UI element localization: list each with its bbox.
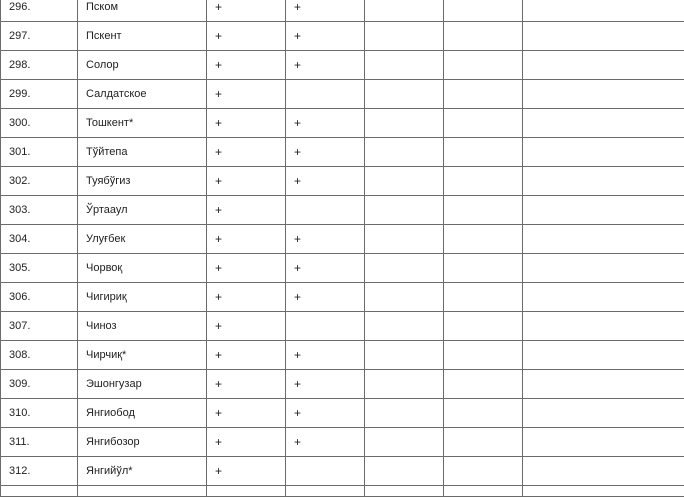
table-row xyxy=(1,109,684,138)
mark-col-b: + xyxy=(286,370,365,399)
mark-col-b: + xyxy=(286,399,365,428)
settlement-name: Янгиобод xyxy=(78,399,207,428)
empty-cell xyxy=(444,486,523,497)
settlement-name: Чирчиқ* xyxy=(78,341,207,370)
mark-col-c xyxy=(365,428,444,457)
mark-col-c xyxy=(365,0,444,22)
table-row xyxy=(1,167,684,196)
mark-col-d xyxy=(444,457,523,486)
mark-col-e xyxy=(523,457,684,486)
mark-col-d xyxy=(444,428,523,457)
mark-col-b: + xyxy=(286,109,365,138)
row-number: 307. xyxy=(1,312,78,341)
mark-col-e xyxy=(523,312,684,341)
mark-col-b: + xyxy=(286,225,365,254)
mark-col-a: + xyxy=(207,370,286,399)
mark-col-a: + xyxy=(207,312,286,341)
mark-col-c xyxy=(365,196,444,225)
mark-col-a: + xyxy=(207,109,286,138)
mark-col-e xyxy=(523,22,684,51)
mark-col-d xyxy=(444,283,523,312)
mark-col-a: + xyxy=(207,196,286,225)
row-number: 301. xyxy=(1,138,78,167)
table-row xyxy=(1,51,684,80)
mark-col-e xyxy=(523,283,684,312)
table-row xyxy=(1,254,684,283)
mark-col-b: + xyxy=(286,428,365,457)
mark-col-a: + xyxy=(207,225,286,254)
table-row xyxy=(1,196,684,225)
mark-col-e xyxy=(523,167,684,196)
row-number: 296. xyxy=(1,0,78,22)
mark-col-b: + xyxy=(286,0,365,22)
mark-col-d xyxy=(444,22,523,51)
mark-col-c xyxy=(365,225,444,254)
settlement-name: Чигириқ xyxy=(78,283,207,312)
row-number: 312. xyxy=(1,457,78,486)
mark-col-e xyxy=(523,0,684,22)
mark-col-c xyxy=(365,51,444,80)
mark-col-a: + xyxy=(207,341,286,370)
mark-col-d xyxy=(444,312,523,341)
table-row xyxy=(1,80,684,109)
mark-col-a: + xyxy=(207,167,286,196)
mark-col-c xyxy=(365,138,444,167)
settlement-name: Тўйтепа xyxy=(78,138,207,167)
mark-col-b: + xyxy=(286,167,365,196)
mark-col-b xyxy=(286,196,365,225)
row-number: 311. xyxy=(1,428,78,457)
mark-col-d xyxy=(444,51,523,80)
mark-col-a: + xyxy=(207,0,286,22)
mark-col-d xyxy=(444,370,523,399)
settlement-name: Чиноз xyxy=(78,312,207,341)
table-row xyxy=(1,225,684,254)
mark-col-c xyxy=(365,109,444,138)
mark-col-d xyxy=(444,225,523,254)
row-number: 297. xyxy=(1,22,78,51)
mark-col-e xyxy=(523,225,684,254)
mark-col-d xyxy=(444,80,523,109)
mark-col-b: + xyxy=(286,22,365,51)
mark-col-a: + xyxy=(207,254,286,283)
row-number: 303. xyxy=(1,196,78,225)
mark-col-d xyxy=(444,138,523,167)
row-number: 306. xyxy=(1,283,78,312)
row-number: 298. xyxy=(1,51,78,80)
mark-col-a: + xyxy=(207,283,286,312)
mark-col-b: + xyxy=(286,341,365,370)
empty-cell xyxy=(365,486,444,497)
table-row-partial xyxy=(1,486,684,497)
mark-col-d xyxy=(444,167,523,196)
table-body xyxy=(1,0,684,497)
mark-col-c xyxy=(365,399,444,428)
mark-col-e xyxy=(523,254,684,283)
table-row xyxy=(1,341,684,370)
mark-col-d xyxy=(444,254,523,283)
row-number: 304. xyxy=(1,225,78,254)
mark-col-a: + xyxy=(207,51,286,80)
mark-col-e xyxy=(523,428,684,457)
table-row xyxy=(1,428,684,457)
mark-col-e xyxy=(523,399,684,428)
mark-col-d xyxy=(444,109,523,138)
empty-cell xyxy=(78,486,207,497)
row-number: 300. xyxy=(1,109,78,138)
table-row xyxy=(1,312,684,341)
mark-col-a: + xyxy=(207,80,286,109)
settlement-name: Улуғбек xyxy=(78,225,207,254)
mark-col-d xyxy=(444,0,523,22)
table-row xyxy=(1,0,684,22)
table-row xyxy=(1,399,684,428)
mark-col-a: + xyxy=(207,457,286,486)
mark-col-e xyxy=(523,341,684,370)
mark-col-b: + xyxy=(286,254,365,283)
mark-col-c xyxy=(365,22,444,51)
settlement-name: Ўртааул xyxy=(78,196,207,225)
empty-cell xyxy=(1,486,78,497)
mark-col-c xyxy=(365,370,444,399)
row-number: 299. xyxy=(1,80,78,109)
table-row xyxy=(1,283,684,312)
mark-col-e xyxy=(523,80,684,109)
table-row xyxy=(1,370,684,399)
mark-col-c xyxy=(365,341,444,370)
mark-col-a: + xyxy=(207,399,286,428)
table-row xyxy=(1,22,684,51)
mark-col-d xyxy=(444,341,523,370)
mark-col-c xyxy=(365,254,444,283)
empty-cell xyxy=(207,486,286,497)
mark-col-c xyxy=(365,457,444,486)
mark-col-d xyxy=(444,399,523,428)
mark-col-b xyxy=(286,80,365,109)
mark-col-e xyxy=(523,196,684,225)
settlement-name: Чорвоқ xyxy=(78,254,207,283)
mark-col-b: + xyxy=(286,51,365,80)
settlement-name: Туябўгиз xyxy=(78,167,207,196)
table-row xyxy=(1,457,684,486)
mark-col-c xyxy=(365,312,444,341)
mark-col-c xyxy=(365,167,444,196)
mark-col-e xyxy=(523,51,684,80)
mark-col-a: + xyxy=(207,428,286,457)
settlement-name: Пскент xyxy=(78,22,207,51)
settlement-name: Пском xyxy=(78,0,207,22)
mark-col-e xyxy=(523,370,684,399)
row-number: 309. xyxy=(1,370,78,399)
mark-col-b: + xyxy=(286,283,365,312)
mark-col-c xyxy=(365,80,444,109)
mark-col-b xyxy=(286,457,365,486)
row-number: 308. xyxy=(1,341,78,370)
settlement-name: Солор xyxy=(78,51,207,80)
settlement-name: Тошкент* xyxy=(78,109,207,138)
mark-col-a: + xyxy=(207,138,286,167)
table-row xyxy=(1,138,684,167)
row-number: 305. xyxy=(1,254,78,283)
settlement-name: Салдатское xyxy=(78,80,207,109)
mark-col-e xyxy=(523,109,684,138)
mark-col-e xyxy=(523,138,684,167)
settlement-name: Эшонгузар xyxy=(78,370,207,399)
mark-col-d xyxy=(444,196,523,225)
mark-col-c xyxy=(365,283,444,312)
empty-cell xyxy=(523,486,684,497)
settlement-name: Янгийўл* xyxy=(78,457,207,486)
mark-col-a: + xyxy=(207,22,286,51)
row-number: 302. xyxy=(1,167,78,196)
mark-col-b: + xyxy=(286,138,365,167)
empty-cell xyxy=(286,486,365,497)
settlement-name: Янгибозор xyxy=(78,428,207,457)
mark-col-b xyxy=(286,312,365,341)
row-number: 310. xyxy=(1,399,78,428)
